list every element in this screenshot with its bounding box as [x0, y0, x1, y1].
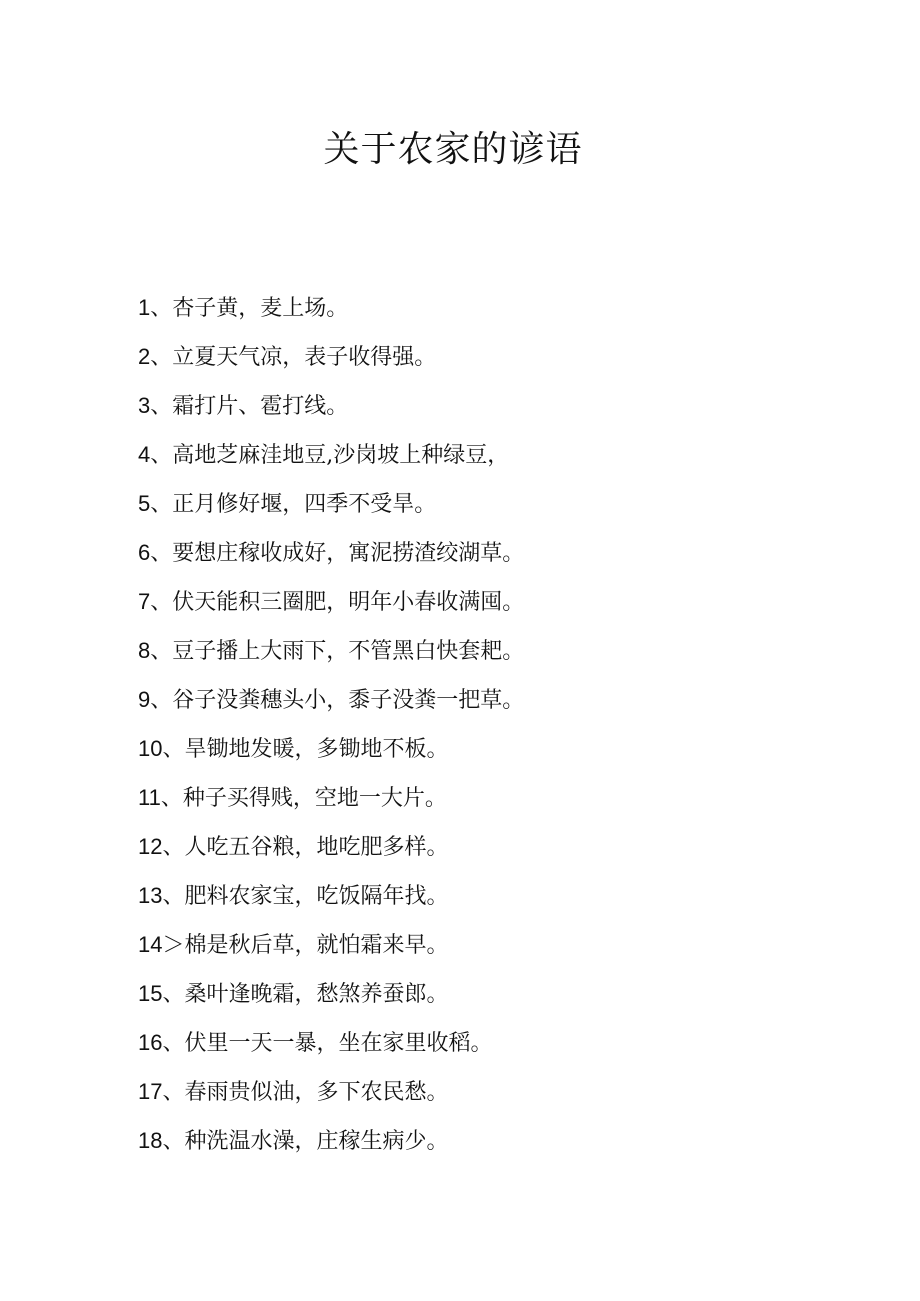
item-separator: 、	[162, 1129, 185, 1154]
item-separator: 、	[162, 982, 185, 1007]
item-number: 12	[138, 834, 163, 859]
list-item	[138, 336, 878, 385]
item-separator: 、	[150, 394, 173, 419]
item-text: 谷子没粪穗头小，黍子没粪一把草。	[172, 688, 525, 713]
page-title: 关于农家的谚语	[323, 129, 583, 170]
item-text: 种子买得贱，空地一大片。	[182, 786, 447, 811]
item-text: 杏子黄，麦上场。	[172, 296, 349, 321]
item-separator: 、	[160, 786, 183, 811]
item-number: 14	[138, 932, 163, 957]
item-text: 人吃五谷粮，地吃肥多样。	[184, 835, 449, 860]
item-number: 9	[138, 687, 151, 712]
item-number: 16	[138, 1030, 163, 1055]
item-number: 2	[138, 344, 151, 369]
item-separator: ＞	[162, 933, 185, 958]
item-separator: 、	[150, 688, 173, 713]
item-text: 要想庄稼收成好，寓泥捞渣绞湖草。	[172, 541, 525, 566]
item-separator: 、	[150, 639, 173, 664]
item-number: 17	[138, 1079, 163, 1104]
item-separator: 、	[162, 737, 185, 762]
list-item	[138, 728, 878, 777]
item-text: 春雨贵似油，多下农民愁。	[184, 1080, 449, 1105]
list-item	[138, 630, 878, 679]
item-separator: 、	[150, 590, 173, 615]
item-number: 11	[138, 785, 161, 810]
item-text: 桑叶逢晚霜，愁煞养蚕郎。	[184, 982, 449, 1007]
item-number: 1	[138, 295, 151, 320]
item-text: 伏里一天一暴，坐在家里收稻。	[184, 1031, 493, 1056]
list-item	[138, 679, 878, 728]
item-separator: 、	[150, 443, 173, 468]
proverb-list	[138, 287, 878, 1169]
list-item	[138, 1022, 878, 1071]
list-item	[138, 581, 878, 630]
item-number: 15	[138, 981, 163, 1006]
item-text: 霜打片、雹打线。	[172, 394, 349, 419]
list-item	[138, 1120, 878, 1169]
item-separator: 、	[162, 1080, 185, 1105]
item-number: 7	[138, 589, 151, 614]
item-separator: 、	[162, 835, 185, 860]
item-text: 肥料农家宝，吃饭隔年找。	[184, 884, 449, 909]
item-separator: 、	[150, 492, 173, 517]
list-item	[138, 385, 878, 434]
item-number: 18	[138, 1128, 163, 1153]
item-number: 10	[138, 736, 163, 761]
item-text: 棉是秋后草，就怕霜来早。	[184, 933, 449, 958]
item-separator: 、	[150, 541, 173, 566]
item-number: 6	[138, 540, 151, 565]
list-item	[138, 826, 878, 875]
item-separator: 、	[162, 1031, 185, 1056]
item-number: 13	[138, 883, 163, 908]
list-item	[138, 973, 878, 1022]
list-item	[138, 434, 878, 483]
item-separator: 、	[150, 296, 173, 321]
item-text: 正月修好堰，四季不受旱。	[172, 492, 437, 517]
item-text: 高地芝麻洼地豆,沙岗坡上种绿豆，	[172, 443, 510, 468]
item-text: 伏天能积三圈肥，明年小春收满囤。	[172, 590, 525, 615]
item-number: 5	[138, 491, 151, 516]
list-item	[138, 924, 878, 973]
item-text: 种洗温水澡，庄稼生病少。	[184, 1129, 449, 1154]
item-separator: 、	[162, 884, 185, 909]
item-number: 4	[138, 442, 151, 467]
item-text: 豆子播上大雨下，不管黑白快套耙。	[172, 639, 525, 664]
item-number: 8	[138, 638, 151, 663]
list-item	[138, 483, 878, 532]
item-text: 旱锄地发暖，多锄地不板。	[184, 737, 449, 762]
list-item	[138, 1071, 878, 1120]
item-text: 立夏天气凉，表子收得强。	[172, 345, 437, 370]
list-item	[138, 287, 878, 336]
item-separator: 、	[150, 345, 173, 370]
list-item	[138, 777, 878, 826]
list-item	[138, 532, 878, 581]
list-item	[138, 875, 878, 924]
item-number: 3	[138, 393, 151, 418]
